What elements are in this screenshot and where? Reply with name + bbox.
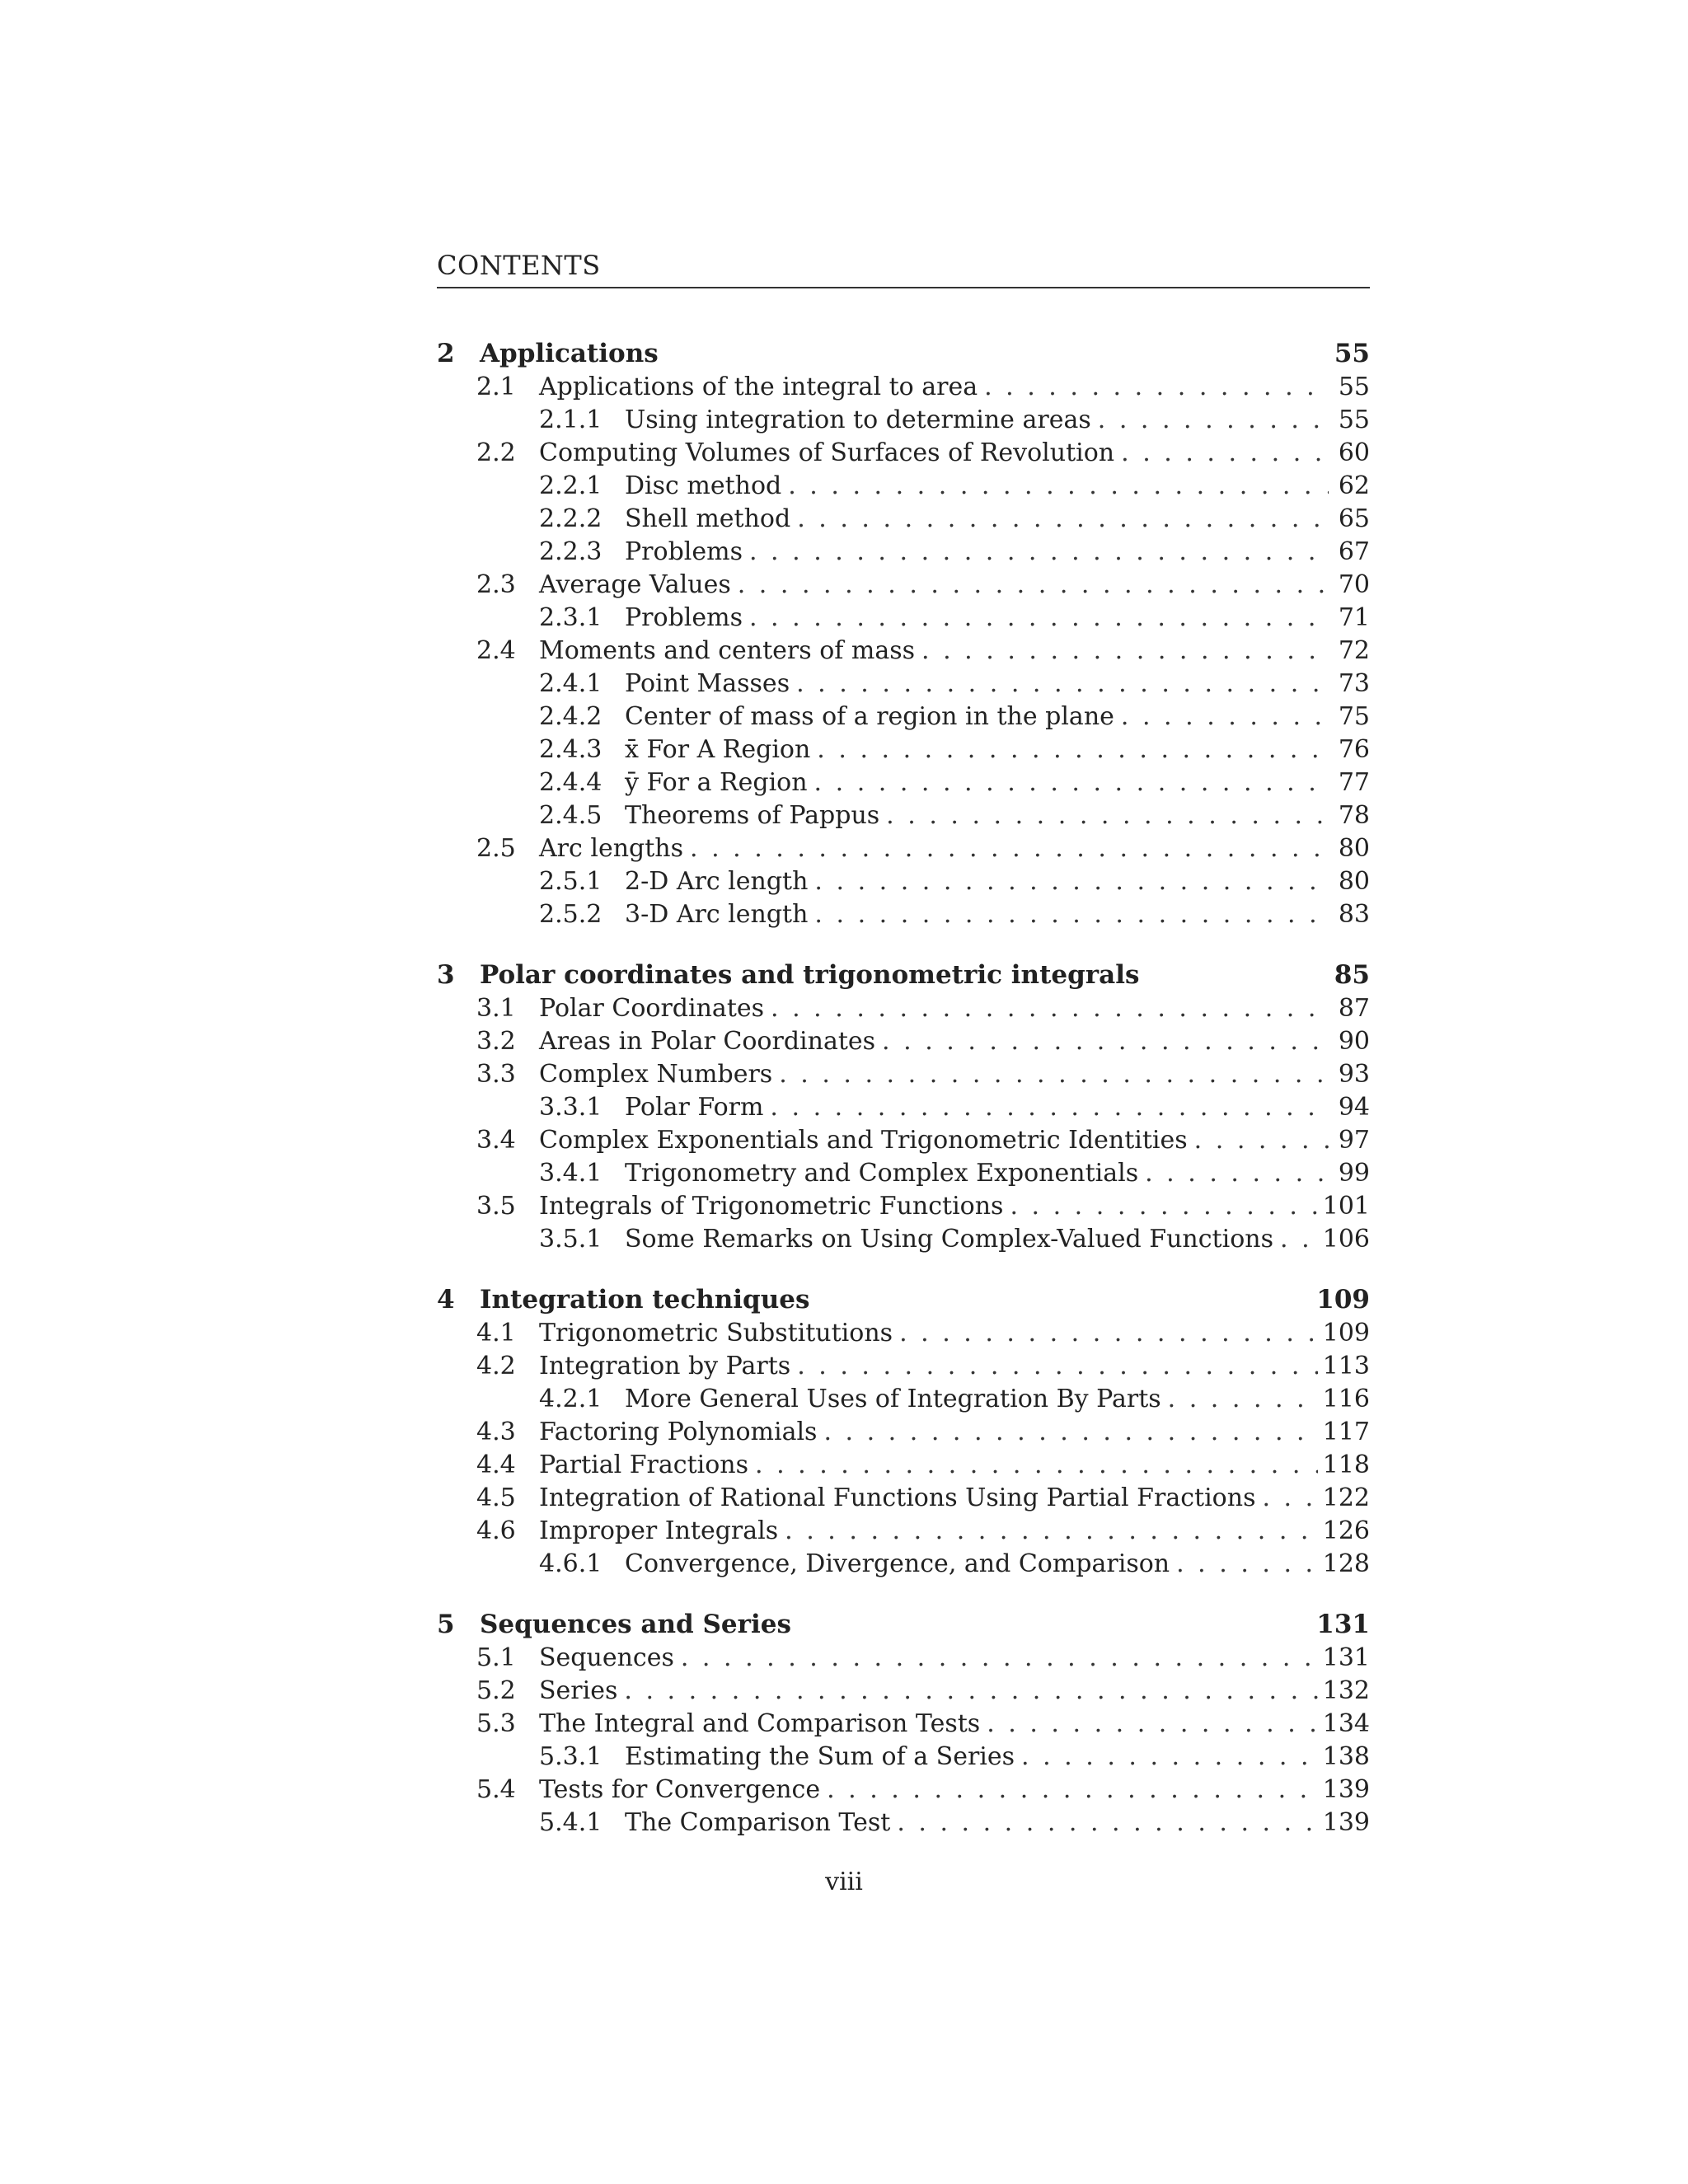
entry-page: 139 xyxy=(1322,1775,1370,1804)
dot-leader xyxy=(921,635,1329,668)
entry-title: Improper Integrals xyxy=(539,1516,779,1545)
entry-page: 65 xyxy=(1338,504,1370,533)
entry-number: 3.3 xyxy=(476,1060,516,1089)
entry-number: 4.6 xyxy=(476,1516,516,1545)
toc-subsection-entry[interactable] xyxy=(437,470,1370,503)
entry-page: 116 xyxy=(1322,1385,1370,1413)
entry-page: 62 xyxy=(1338,471,1370,500)
entry-number: 2.4.4 xyxy=(539,768,603,797)
entry-number: 2.4.5 xyxy=(539,801,603,830)
dot-leader xyxy=(796,668,1329,701)
dot-leader xyxy=(1121,701,1329,733)
dot-leader xyxy=(755,1449,1318,1482)
entry-page: 75 xyxy=(1338,702,1370,731)
entry-title: Some Remarks on Using Complex-Valued Functions xyxy=(625,1225,1273,1254)
entry-number: 4.2.1 xyxy=(539,1385,603,1413)
toc-subsection-entry[interactable] xyxy=(437,1741,1370,1774)
toc-chapter-entry[interactable] xyxy=(437,336,1370,371)
toc-subsection-entry[interactable] xyxy=(437,701,1370,733)
toc-section-entry[interactable] xyxy=(437,1124,1370,1157)
entry-title: Center of mass of a region in the plane xyxy=(625,702,1114,731)
toc-section-entry[interactable] xyxy=(437,1708,1370,1741)
entry-page: 128 xyxy=(1322,1549,1370,1578)
toc-chapter-block xyxy=(437,1282,1370,1581)
dot-leader xyxy=(817,733,1329,766)
entry-title: Average Values xyxy=(539,570,731,599)
dot-leader xyxy=(1145,1157,1329,1190)
entry-number: 2.5.1 xyxy=(539,867,603,896)
entry-number: 4.3 xyxy=(476,1418,516,1446)
entry-page: 87 xyxy=(1338,994,1370,1023)
entry-title: Moments and centers of mass xyxy=(539,636,916,665)
entry-number: 2.4.2 xyxy=(539,702,603,731)
dot-leader xyxy=(785,1515,1318,1548)
entry-page: 101 xyxy=(1322,1192,1370,1221)
dot-leader xyxy=(749,602,1329,635)
dot-leader xyxy=(1098,404,1329,437)
toc-subsection-entry[interactable] xyxy=(437,865,1370,898)
toc-subsection-entry[interactable] xyxy=(437,733,1370,766)
entry-page: 117 xyxy=(1322,1418,1370,1446)
entry-number: 4.1 xyxy=(476,1319,516,1347)
chapter-title: Polar coordinates and trigonometric integrals xyxy=(480,960,1140,990)
entry-number: 3.2 xyxy=(476,1027,516,1056)
toc-section-entry[interactable] xyxy=(437,832,1370,865)
toc-section-entry[interactable] xyxy=(437,1482,1370,1515)
entry-page: 118 xyxy=(1322,1451,1370,1479)
entry-title: Complex Numbers xyxy=(539,1060,773,1089)
chapter-page: 85 xyxy=(1334,960,1370,990)
dot-leader xyxy=(827,1774,1318,1807)
toc-chapter-entry[interactable] xyxy=(437,1282,1370,1317)
entry-page: 109 xyxy=(1322,1319,1370,1347)
entry-number: 5.4 xyxy=(476,1775,516,1804)
entry-number: 3.1 xyxy=(476,994,516,1023)
entry-page: 132 xyxy=(1322,1676,1370,1705)
toc-section-entry[interactable] xyxy=(437,1190,1370,1223)
toc-subsection-entry[interactable] xyxy=(437,1223,1370,1256)
entry-number: 2.2.2 xyxy=(539,504,603,533)
toc-section-entry[interactable] xyxy=(437,1058,1370,1091)
table-of-contents xyxy=(437,336,1370,1866)
dot-leader xyxy=(788,470,1329,503)
entry-page: 83 xyxy=(1338,900,1370,929)
toc-section-entry[interactable] xyxy=(437,635,1370,668)
dot-leader xyxy=(987,1708,1318,1741)
dot-leader xyxy=(738,569,1329,602)
toc-chapter-block xyxy=(437,958,1370,1256)
dot-leader xyxy=(1121,437,1329,470)
entry-number: 5.4.1 xyxy=(539,1808,603,1837)
entry-number: 2.3.1 xyxy=(539,603,603,632)
dot-leader xyxy=(886,799,1329,832)
dot-leader xyxy=(770,1091,1329,1124)
entry-page: 55 xyxy=(1338,405,1370,434)
entry-title: Computing Volumes of Surfaces of Revolution xyxy=(539,438,1115,467)
entry-number: 5.3 xyxy=(476,1709,516,1738)
toc-subsection-entry[interactable] xyxy=(437,536,1370,569)
toc-chapter-block xyxy=(437,336,1370,931)
toc-section-entry[interactable] xyxy=(437,1350,1370,1383)
entry-title: Problems xyxy=(625,603,743,632)
dot-leader xyxy=(1021,1741,1318,1774)
entry-page: 80 xyxy=(1338,867,1370,896)
entry-number: 2.2 xyxy=(476,438,516,467)
entry-page: 90 xyxy=(1338,1027,1370,1056)
dot-leader xyxy=(882,1025,1329,1058)
entry-title: Estimating the Sum of a Series xyxy=(625,1742,1015,1771)
dot-leader xyxy=(823,1416,1317,1449)
dot-leader xyxy=(814,898,1329,931)
toc-section-entry[interactable] xyxy=(437,1025,1370,1058)
toc-subsection-entry[interactable] xyxy=(437,1157,1370,1190)
chapter-page: 109 xyxy=(1316,1285,1370,1315)
entry-title: ȳ For a Region xyxy=(625,768,808,797)
entry-title: Polar Coordinates xyxy=(539,994,765,1023)
entry-number: 2.5.2 xyxy=(539,900,603,929)
entry-page: 93 xyxy=(1338,1060,1370,1089)
dot-leader xyxy=(1168,1383,1318,1416)
toc-section-entry[interactable] xyxy=(437,1675,1370,1708)
dot-leader xyxy=(624,1675,1317,1708)
toc-section-entry[interactable] xyxy=(437,1317,1370,1350)
toc-section-entry[interactable] xyxy=(437,992,1370,1025)
dot-leader xyxy=(749,536,1329,569)
dot-leader xyxy=(814,865,1329,898)
dot-leader xyxy=(1262,1482,1317,1515)
page-number: viii xyxy=(825,1868,863,1896)
toc-section-entry[interactable] xyxy=(437,1416,1370,1449)
chapter-title: Sequences and Series xyxy=(480,1610,791,1639)
entry-title: Trigonometric Substitutions xyxy=(539,1319,893,1347)
header-rule xyxy=(437,287,1370,288)
entry-number: 2.1.1 xyxy=(539,405,603,434)
toc-subsection-entry[interactable] xyxy=(437,898,1370,931)
entry-page: 113 xyxy=(1322,1352,1370,1380)
entry-number: 5.1 xyxy=(476,1643,516,1672)
dot-leader xyxy=(814,766,1329,799)
dot-leader xyxy=(1194,1124,1329,1157)
entry-title: Series xyxy=(539,1676,618,1705)
entry-title: Areas in Polar Coordinates xyxy=(539,1027,876,1056)
dot-leader xyxy=(771,992,1329,1025)
entry-number: 2.2.1 xyxy=(539,471,603,500)
entry-page: 80 xyxy=(1338,834,1370,863)
toc-subsection-entry[interactable] xyxy=(437,404,1370,437)
entry-number: 2.2.3 xyxy=(539,537,603,566)
entry-page: 78 xyxy=(1338,801,1370,830)
toc-section-entry[interactable] xyxy=(437,1774,1370,1807)
dot-leader xyxy=(779,1058,1329,1091)
entry-title: Theorems of Pappus xyxy=(625,801,880,830)
entry-page: 70 xyxy=(1338,570,1370,599)
entry-title: Shell method xyxy=(625,504,791,533)
toc-subsection-entry[interactable] xyxy=(437,1383,1370,1416)
entry-number: 4.2 xyxy=(476,1352,516,1380)
entry-title: Partial Fractions xyxy=(539,1451,749,1479)
entry-page: 67 xyxy=(1338,537,1370,566)
dot-leader xyxy=(1176,1548,1318,1581)
entry-page: 106 xyxy=(1322,1225,1370,1254)
entry-page: 71 xyxy=(1338,603,1370,632)
entry-page: 131 xyxy=(1322,1643,1370,1672)
entry-number: 2.5 xyxy=(476,834,516,863)
dot-leader xyxy=(984,371,1329,404)
entry-page: 126 xyxy=(1322,1516,1370,1545)
entry-number: 4.4 xyxy=(476,1451,516,1479)
chapter-number: 2 xyxy=(437,339,455,368)
toc-chapter-entry[interactable] xyxy=(437,1607,1370,1642)
dot-leader xyxy=(681,1642,1318,1675)
entry-title: Polar Form xyxy=(625,1093,764,1122)
entry-page: 139 xyxy=(1322,1808,1370,1837)
entry-page: 94 xyxy=(1338,1093,1370,1122)
entry-number: 2.1 xyxy=(476,373,516,401)
dot-leader xyxy=(690,832,1329,865)
toc-section-entry[interactable] xyxy=(437,1515,1370,1548)
entry-title: Tests for Convergence xyxy=(539,1775,821,1804)
entry-page: 73 xyxy=(1338,669,1370,698)
entry-title: Integrals of Trigonometric Functions xyxy=(539,1192,1004,1221)
toc-section-entry[interactable] xyxy=(437,1449,1370,1482)
dot-leader xyxy=(897,1807,1317,1840)
entry-page: 72 xyxy=(1338,636,1370,665)
entry-number: 2.3 xyxy=(476,570,516,599)
entry-title: Disc method xyxy=(625,471,782,500)
entry-number: 3.4 xyxy=(476,1126,516,1155)
entry-number: 3.5 xyxy=(476,1192,516,1221)
entry-title: Convergence, Divergence, and Comparison xyxy=(625,1549,1170,1578)
entry-number: 3.3.1 xyxy=(539,1093,603,1122)
toc-subsection-entry[interactable] xyxy=(437,503,1370,536)
toc-subsection-entry[interactable] xyxy=(437,602,1370,635)
chapter-title: Integration techniques xyxy=(480,1285,810,1315)
entry-title: Point Masses xyxy=(625,669,790,698)
entry-page: 122 xyxy=(1322,1483,1370,1512)
entry-title: Using integration to determine areas xyxy=(625,405,1091,434)
entry-number: 3.4.1 xyxy=(539,1159,603,1188)
toc-subsection-entry[interactable] xyxy=(437,1091,1370,1124)
entry-title: 3-D Arc length xyxy=(625,900,809,929)
entry-title: Applications of the integral to area xyxy=(539,373,978,401)
entry-title: Integration by Parts xyxy=(539,1352,791,1380)
entry-page: 60 xyxy=(1338,438,1370,467)
dot-leader xyxy=(797,1350,1318,1383)
toc-subsection-entry[interactable] xyxy=(437,799,1370,832)
toc-chapter-entry[interactable] xyxy=(437,958,1370,992)
entry-title: x̄ For A Region xyxy=(625,735,811,764)
entry-title: The Comparison Test xyxy=(625,1808,891,1837)
entry-title: Complex Exponentials and Trigonometric Identities xyxy=(539,1126,1188,1155)
chapter-title: Applications xyxy=(480,339,659,368)
toc-section-entry[interactable] xyxy=(437,569,1370,602)
chapter-page: 55 xyxy=(1334,339,1370,368)
entry-number: 4.5 xyxy=(476,1483,516,1512)
entry-page: 97 xyxy=(1338,1126,1370,1155)
entry-number: 4.6.1 xyxy=(539,1549,603,1578)
entry-page: 138 xyxy=(1322,1742,1370,1771)
chapter-number: 5 xyxy=(437,1610,455,1639)
dot-leader xyxy=(899,1317,1318,1350)
entry-page: 77 xyxy=(1338,768,1370,797)
dot-leader xyxy=(797,503,1329,536)
dot-leader xyxy=(1010,1190,1317,1223)
dot-leader xyxy=(1280,1223,1318,1256)
entry-title: Problems xyxy=(625,537,743,566)
entry-page: 134 xyxy=(1322,1709,1370,1738)
entry-number: 2.4 xyxy=(476,636,516,665)
entry-title: Factoring Polynomials xyxy=(539,1418,818,1446)
toc-subsection-entry[interactable] xyxy=(437,1807,1370,1840)
entry-title: Integration of Rational Functions Using Partial Fractions xyxy=(539,1483,1256,1512)
toc-section-entry[interactable] xyxy=(437,371,1370,404)
entry-title: Sequences xyxy=(539,1643,674,1672)
entry-number: 5.3.1 xyxy=(539,1742,603,1771)
toc-section-entry[interactable] xyxy=(437,437,1370,470)
chapter-number: 4 xyxy=(437,1285,455,1315)
entry-number: 5.2 xyxy=(476,1676,516,1705)
entry-number: 2.4.1 xyxy=(539,669,603,698)
entry-title: 2-D Arc length xyxy=(625,867,809,896)
entry-number: 3.5.1 xyxy=(539,1225,603,1254)
running-head: CONTENTS xyxy=(437,250,601,281)
toc-subsection-entry[interactable] xyxy=(437,1548,1370,1581)
entry-page: 55 xyxy=(1338,373,1370,401)
entry-title: The Integral and Comparison Tests xyxy=(539,1709,981,1738)
entry-number: 2.4.3 xyxy=(539,735,603,764)
entry-page: 76 xyxy=(1338,735,1370,764)
toc-chapter-block xyxy=(437,1607,1370,1840)
entry-title: Arc lengths xyxy=(539,834,683,863)
chapter-page: 131 xyxy=(1316,1610,1370,1639)
entry-page: 99 xyxy=(1338,1159,1370,1188)
chapter-number: 3 xyxy=(437,960,455,990)
toc-section-entry[interactable] xyxy=(437,1642,1370,1675)
toc-subsection-entry[interactable] xyxy=(437,766,1370,799)
entry-title: More General Uses of Integration By Parts xyxy=(625,1385,1161,1413)
entry-title: Trigonometry and Complex Exponentials xyxy=(625,1159,1139,1188)
toc-subsection-entry[interactable] xyxy=(437,668,1370,701)
